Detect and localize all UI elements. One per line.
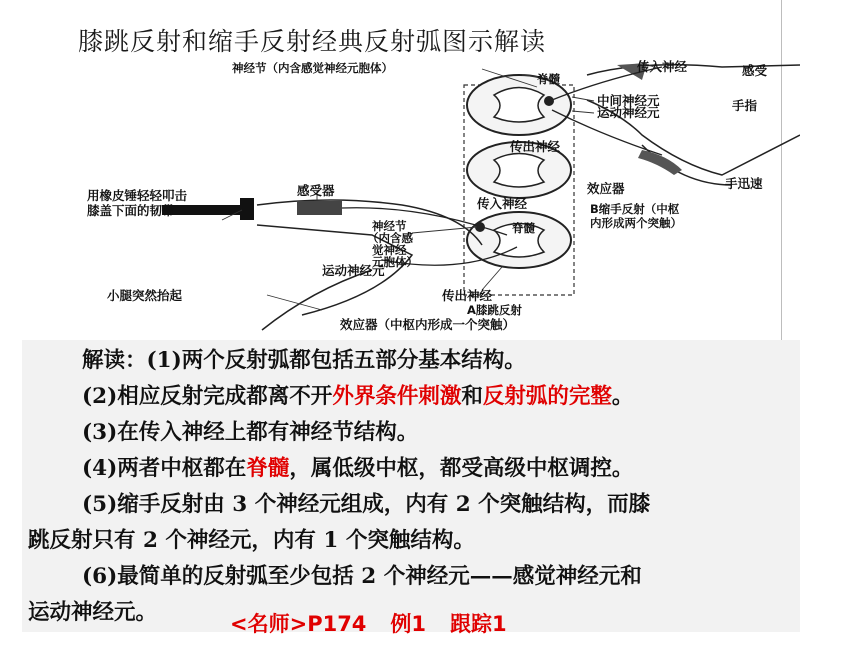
label-ganglion-left-3: 觉神经 bbox=[372, 243, 407, 257]
arm-outline bbox=[587, 65, 800, 185]
label-a-caption: A膝跳反射 bbox=[467, 303, 522, 317]
label-motor-neuron-low: 运动神经元 bbox=[322, 263, 385, 278]
label-afferent-low: 传入神经 bbox=[477, 196, 528, 211]
label-b-caption-1: B缩手反射（中枢 bbox=[590, 202, 680, 216]
explanation-line-2: (2)相应反射完成都离不开外界条件刺激和反射弧的完整。 bbox=[82, 384, 634, 409]
reference-example: 例1 bbox=[390, 612, 427, 636]
label-hammer-1: 用橡皮锤轻轻叩击 bbox=[87, 188, 188, 203]
label-finger-cut: 手指 bbox=[732, 98, 758, 113]
ganglion-top bbox=[544, 96, 554, 106]
reflex-arc-figure bbox=[82, 55, 800, 345]
explanation-line-3: (3)在传入神经上都有神经节结构。 bbox=[82, 420, 419, 445]
highlight-spinal-cord: 脊髓 bbox=[246, 456, 290, 481]
label-efferent-low: 传出神经 bbox=[442, 288, 493, 303]
textbook-reference bbox=[230, 608, 531, 638]
label-hand-fast-cut: 手迅速 bbox=[725, 176, 763, 191]
receptor-knee bbox=[297, 201, 342, 215]
label-motor-neuron-top: 运动神经元 bbox=[597, 105, 660, 120]
label-effector-right: 效应器 bbox=[587, 181, 625, 196]
label-spinal-cord-top: 脊髓 bbox=[537, 72, 560, 86]
reference-followup: 跟踪1 bbox=[450, 612, 507, 636]
label-effector-low: 效应器（中枢内形成一个突触） bbox=[340, 317, 516, 332]
label-ganglion-left-4: 元胞体） bbox=[372, 255, 418, 269]
highlight-arc-integrity: 反射弧的完整 bbox=[482, 384, 612, 409]
label-ganglion-left-1: 神经节 bbox=[372, 219, 407, 233]
label-spinal-cord-low: 脊髓 bbox=[512, 221, 535, 235]
label-ganglion-top: 神经节（内含感觉神经元胞体） bbox=[232, 61, 393, 75]
hammer-head bbox=[240, 198, 254, 220]
explanation-line-7: (6)最简单的反射弧至少包括 2 个神经元——感觉神经元和 bbox=[82, 564, 642, 589]
explanation-line-5: (5)缩手反射由 3 个神经元组成，内有 2 个突触结构，而膝 bbox=[82, 492, 651, 517]
explanation-line-4: (4)两者中枢都在脊髓，属低级中枢，都受高级中枢调控。 bbox=[82, 456, 634, 481]
explanation-line-6: 跳反射只有 2 个神经元，内有 1 个突触结构。 bbox=[28, 528, 475, 553]
explanation-line-1: 解读：(1)两个反射弧都包括五部分基本结构。 bbox=[82, 348, 526, 373]
reference-book: <名师>P174 bbox=[230, 612, 367, 636]
label-b-caption-2: 内形成两个突触） bbox=[590, 216, 682, 230]
label-ganglion-left-2: （内含感 bbox=[367, 231, 413, 245]
label-afferent-top: 传入神经 bbox=[637, 59, 688, 74]
label-leg-lift: 小腿突然抬起 bbox=[107, 288, 183, 303]
label-efferent-mid: 传出神经 bbox=[510, 139, 561, 154]
label-interneuron: 中间神经元 bbox=[597, 93, 660, 108]
highlight-external-stimulus: 外界条件刺激 bbox=[332, 384, 462, 409]
label-hammer-2: 膝盖下面的韧带 bbox=[87, 203, 175, 218]
label-receptor: 感受器 bbox=[297, 183, 335, 198]
label-sense-cut: 感受 bbox=[742, 63, 768, 78]
explanation-panel bbox=[22, 340, 800, 632]
explanation-line-8: 运动神经元。 bbox=[28, 600, 158, 625]
slide-title: 膝跳反射和缩手反射经典反射弧图示解读 bbox=[78, 27, 547, 56]
